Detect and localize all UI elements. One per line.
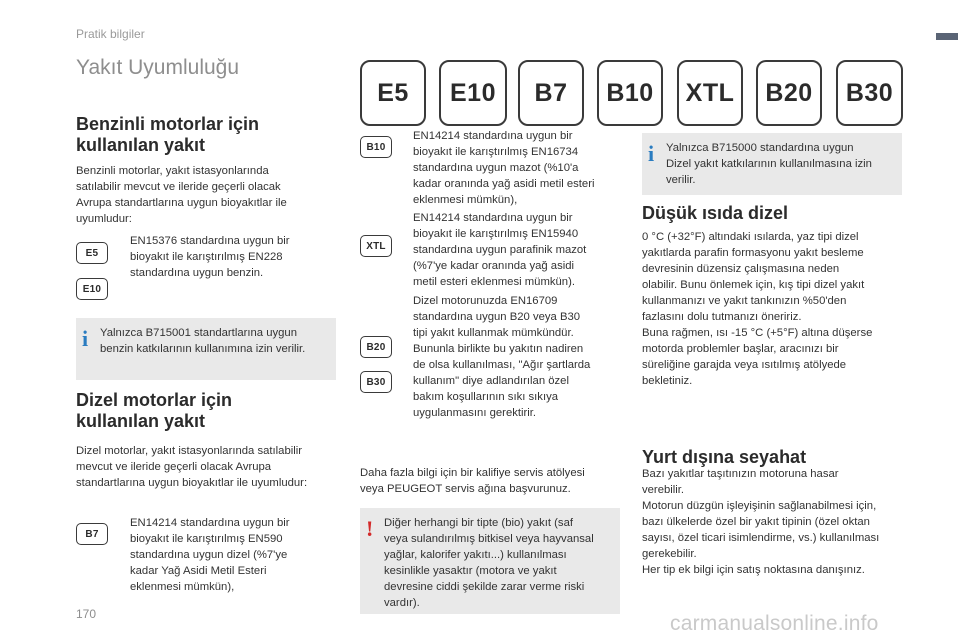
- info-icon: i: [648, 141, 655, 166]
- badge-e5: E5: [76, 242, 108, 264]
- watermark: carmanualsonline.info: [670, 612, 879, 635]
- e-fuel-description: EN15376 standardına uygun bir bioyakıt ile karıştırılmış EN228 standardına uygun benzin.: [130, 235, 290, 279]
- xtl-description: EN14214 standardına uygun bir bioyakıt ile karıştırılmış EN15940 standardına uygun parafinik mazot (%7'ye kadar oranında yağ asidi metil esteri eklenmesi mümkün).: [413, 212, 587, 288]
- fuel-label-b30: B30: [836, 60, 903, 126]
- info-icon: i: [82, 326, 89, 351]
- fuel-label-xtl: XTL: [677, 60, 743, 126]
- cold-diesel-text: 0 °C (+32°F) altındaki ısılarda, yaz tipi dizel yakıtlarda parafin formasyonu yakıt besleme devresinin düzensiz çalışmasına neden olabilir. Bunu önlemek için, kış tipi dizel yakıt kullanmanızı ve yakıt tankınızın %50'den fazlasını dolu tutmanızı öneririz. Buna rağmen, ısı -15 °C (+5°F) altına düşerse motorda problemler başlar, aracınızı bir süreliğine garajda veya ısıtılmış atölyede bekletiniz.: [642, 231, 873, 387]
- badge-b10: B10: [360, 136, 392, 158]
- benzin-intro: Benzinli motorlar, yakıt istasyonlarında satılabilir mevcut ve ileride geçerli olacak Avrupa standartlarına uygun bioyakıtlar ile uyumludur:: [76, 165, 287, 225]
- cold-diesel-heading: Düşük ısıda dizel: [642, 203, 789, 223]
- fuel-label-b10: B10: [597, 60, 663, 126]
- fuel-label-b7: B7: [518, 60, 584, 126]
- b7-description: EN14214 standardına uygun bir bioyakıt ile karıştırılmış EN590 standardına uygun dizel (%7'ye kadar Yağ Asidi Metil Esteri eklenmesi mümkün),: [130, 517, 290, 593]
- more-info-text: Daha fazla bilgi için bir kalifiye servis atölyesi veya PEUGEOT servis ağına başvurunuz.: [360, 467, 585, 495]
- dizel-intro: Dizel motorlar, yakıt istasyonlarında satılabilir mevcut ve ileride geçerli olacak Avrupa standartlarına uygun bioyakıtlar ile uyumludur:: [76, 445, 308, 489]
- dizel-heading: Dizel motorlar için kullanılan yakıt: [76, 390, 233, 431]
- badge-e10: E10: [76, 278, 108, 300]
- b20-b30-description: Dizel motorunuzda EN16709 standardına uygun B20 veya B30 tipi yakıt kullanmak mümkündür. Bununla birlikte bu yakıtın nadiren de olsa kullanılması, "Ağır şartlarda kullanım" diye adlandırılan özel bakım koşullarının sıkı sıkıya uygulanmasını gerektirir.: [413, 295, 591, 419]
- page-number: 170: [76, 607, 97, 621]
- fuel-label-b20: B20: [756, 60, 822, 126]
- badge-b20: B20: [360, 336, 392, 358]
- dizel-additive-note: i Yalnızca B715000 standardına uygun Dizel yakıt katkılarının kullanılmasına izin verilir.: [642, 133, 902, 195]
- abroad-text: Bazı yakıtlar taşıtınızın motoruna hasar verebilir. Motorun düzgün işleyişinin sağlanabilmesi için, bazı ülkelerde özel bir yakıt tipinin (özel oktan sayısı, özel ticari isimlendirme, vs.) kullanılması gerekebilir. Her tip ek bilgi için satış noktasına danışınız.: [642, 468, 880, 576]
- badge-b30: B30: [360, 371, 392, 393]
- abroad-heading: Yurt dışına seyahat: [642, 447, 807, 467]
- section-marker: [936, 33, 958, 40]
- fuel-label-e10: E10: [439, 60, 507, 126]
- warning-icon: !: [366, 516, 374, 541]
- b10-description: EN14214 standardına uygun bir bioyakıt ile karıştırılmış EN16734 standardına uygun mazot (%10'a kadar oranında yağ asidi metil esteri eklenmesi mümkün),: [413, 130, 595, 206]
- benzin-heading: Benzinli motorlar için kullanılan yakıt: [76, 114, 260, 155]
- badge-b7: B7: [76, 523, 108, 545]
- warning-note: ! Diğer herhangi bir tipte (bio) yakıt (saf veya sulandırılmış bitkisel veya hayvansal yağlar, kalorifer yakıtı...) kullanılması kesinlikle yasaktır (motora ve yakıt devresine ciddi şekilde zarar verme riski vardır).: [360, 508, 620, 614]
- page-title: Yakıt Uyumluluğu: [76, 56, 240, 79]
- section-label: Pratik bilgiler: [76, 27, 145, 41]
- badge-xtl: XTL: [360, 235, 392, 257]
- fuel-label-e5: E5: [360, 60, 426, 126]
- benzin-note: i Yalnızca B715001 standartlarına uygun benzin katkılarının kullanımına izin verilir.: [76, 318, 336, 380]
